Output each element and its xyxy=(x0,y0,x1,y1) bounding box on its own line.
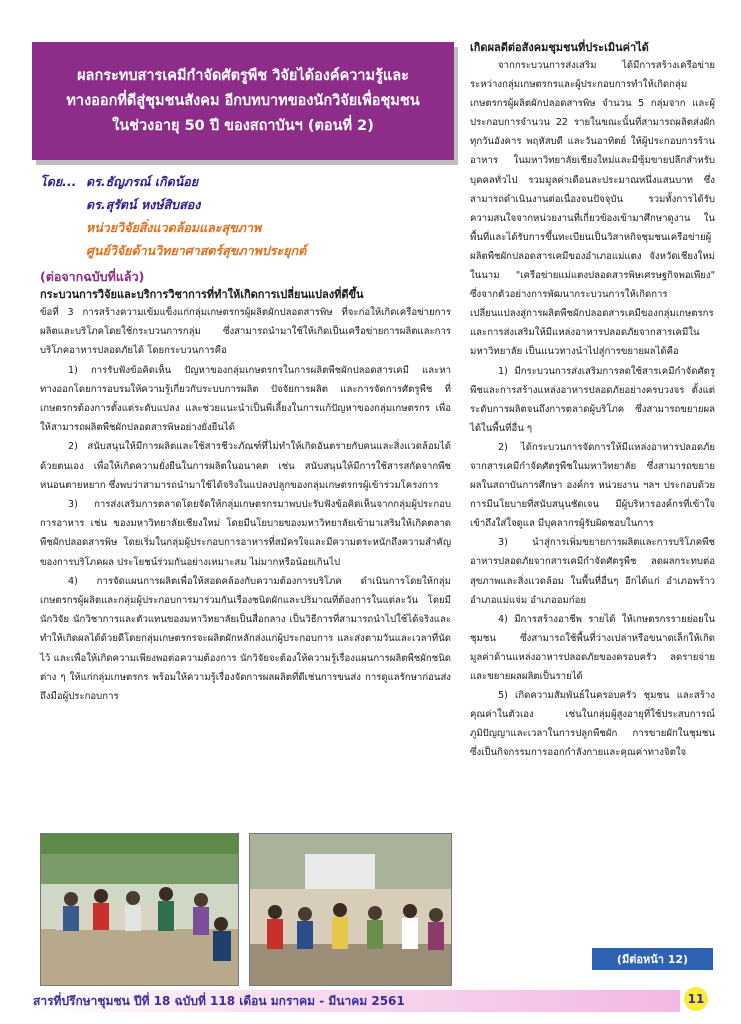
continued-from-note: (ต่อจากฉบับที่แล้ว) xyxy=(40,269,145,284)
article-title-line-2: ทางออกที่ดีสู่ชุมชนสังคม อีกบทบาทของนักวิจัยเพื่อชุมชน xyxy=(66,92,420,109)
right-paragraph: 5) เกิดความสัมพันธ์ในครอบครัว ชุมชน และสร้างคุณค่าในตัวเอง เช่นในกลุ่มผู้สูงอายุที่ใช้ประสบการณ์ ภูมิปัญญาและเวลาในการปลูกพืชผัก การขายผักในชุมชน ซึ่งเป็นกิจกรรมการออกกำลังกายและคุณค่าทางจิตใจ xyxy=(470,690,715,759)
article-title-line-3: ในช่วงอายุ 50 ปี ของสถาบันฯ (ตอนที่ 2) xyxy=(112,117,374,134)
right-paragraph: 1) มีกระบวนการส่งเสริมการลดใช้สารเคมีกำจัดศัตรูพืชและการสร้างแหล่งอาหารปลอดภัยอย่างครบวงจร ตั้งแต่ระดับการผลิตจนถึงการตลาดผู้บริโภค ซึ่งสามารถขยายผลได้ในพื้นที่อื่น ๆ xyxy=(470,365,715,434)
photo-meeting-outdoor xyxy=(40,833,239,986)
right-paragraph: จากกระบวนการส่งเสริม ได้มีการสร้างเครือข่ายระหว่างกลุ่มเกษตรกรและผู้ประกอบการทำให้เกิดกลุ่มเกษตรกรผู้ผลิตผักปลอดสารพิษ จำนวน 5 กลุ่มจาก และผู้ประกอบการจำนวน 22 รายในขณะนั้นที่สามารถผลิตส่งผักทุกวันอังคาร พฤหัสบดี และวันอาทิตย์ ให้ผู้ประกอบการร้านอาหาร ในมหาวิทยาลัยเชียงใหม่และมีซุ้มขายปลีกสำหรับบุคคลทั่วไป รวมมูลค่าเดือนละประมาณหนึ่งแสนบาท ซึ่งสามารถดำเนินงานต่อเนื่องจนปัจจุบัน รวมทั้งการได้รับความสนใจจากหน่วยงานที่เกี่ยวข้องเข้ามาศึกษาดูงาน ในพื้นที่และได้รับการขึ้นทะเบียนเป็นวิสาหกิจชุมชนเครือข่ายผู้ผลิตพืชผักปลอดสารเคมีของอำเภอแม่แตง จังหวัดเชียงใหม่ในนาม "เครือข่ายแม่แตงปลอดสารพิษเศรษฐกิจพอเพียง" ซึ่งจากตัวอย่างการพัฒนากระบวนการให้เกิดการเปลี่ยนแปลงสู่การผลิตพืชผักปลอดสารเคมีของกลุ่มเกษตรกรและการส่งเสริมให้มีแหล่งอาหารปลอดภัยจากสารเคมีในมหาวิทยาลัย เป็นแนวทางนำไปสู่การขยายผลได้คือ xyxy=(470,60,715,358)
right-paragraph: 2) ได้กระบวนการจัดการให้มีแหล่งอาหารปลอดภัยจากสารเคมีกำจัดศัตรูพืชในมหาวิทยาลัย ซึ่งสามารถขยายผลในสถาบันการศึกษา องค์กร หน่วยงาน ฯลฯ ประกอบด้วยการมีนโยบายที่สนับสนุนชัดเจน มีผู้บริหารองค์กรที่เข้าใจเข้าถึงใส่ใจดูแล มีบุคลากรผู้รับผิดชอบในการ xyxy=(470,441,715,530)
byline-label: โดย... xyxy=(40,174,77,189)
author-2: ดร.สุรัตน์ หงษ์สิบสอง xyxy=(86,197,201,212)
right-paragraph: 3) นำสู่การเพิ่มขยายการผลิตและการบริโภคพืชอาหารปลอดภัยจากสารเคมีกำจัดศัตรูพืช ลดผลกระทบต่อสุขภาพและสิ่งแวดล้อม ในพื้นที่อื่นๆ อีกได้แก่ อำเภอพร้าว อำเภอแม่แจ่ม อำเภออมก๋อย xyxy=(470,537,715,606)
continued-on-badge: (มีต่อหน้า 12) xyxy=(592,948,713,970)
right-section-heading: เกิดผลดีต่อสังคมชุมชนที่ประเมินค่าได้ xyxy=(470,41,649,54)
right-paragraph: 4) มีการสร้างอาชีพ รายได้ ให้เกษตรกรรายย่อยในชุมชน ซึ่งสามารถใช้พื้นที่ว่างเปล่าหรือขนาดเล็กให้เกิดมูลค่าด้านแหล่งอาหารปลอดภัยของครอบครัว ลดรายจ่ายและขยายผลผลิตเป็นรายได้ xyxy=(470,613,715,682)
left-paragraph: 2) สนับสนุนให้มีการผลิตและใช้สารชีวะภัณฑ์ที่ไม่ทำให้เกิดอันตรายกับคนและสิ่งแวดล้อมได้ด้วยตนเอง เพื่อให้เกิดความยั่งยืนในการผลิตในอนาคต เช่น สนับสนุนให้มีการใช้สารสกัดจากพืชหนอนตายหยาก ซึ่งพบว่าสามารถนำมาใช้ได้จริงในแปลงปลูกของกลุ่มเกษตรกรผู้เข้าร่วมโครงการ xyxy=(40,441,451,491)
photo-meeting-indoor xyxy=(249,833,452,986)
left-paragraph: 1) การรับฟังข้อคิดเห็น ปัญหาของกลุ่มเกษตรกรในการผลิตพืชผักปลอดสารเคมี และหาทางออกโดยการอบรมให้ความรู้เกี่ยวกับระบบการผลิต ปัจจัยการผลิต และการจัดการศัตรูพืช ที่เกษตรกรต้องการตั้งแต่ระดับแปลง และช่วยแนะนำเป็นพี่เลี้ยงในการแก้ปัญหาของกลุ่มเกษตรกร เพื่อให้สามารถผลิตพืชผักปลอดสารพิษอย่างยั่งยืนได้ xyxy=(40,364,451,434)
left-paragraph: ข้อที่ 3 การสร้างความเข้มแข็งแก่กลุ่มเกษตรกรผู้ผลิตผักปลอดสารพิษ ที่จะก่อให้เกิดเครือข่ายการผลิตและบริโภคโดยใช้กระบวนการกลุ่ม ซึ่งสามารถนำมาใช้ให้เกิดเป็นเครือข่ายการผลิตและการบริโภคอาหารปลอดภัยได้ โดยกระบวนการคือ xyxy=(40,307,451,357)
affiliation-1: หน่วยวิจัยสิ่งแวดล้อมและสุขภาพ xyxy=(86,220,262,235)
article-title-line-1: ผลกระทบสารเคมีกำจัดศัตรูพืช วิจัยได้องค์ความรู้และ xyxy=(77,67,409,84)
footer-publication: สารที่ปรึกษาชุมชน ปีที่ 18 ฉบับที่ 118 เดือน มกราคม - มีนาคม 2561 xyxy=(33,994,405,1008)
left-paragraph: 4) การจัดแผนการผลิตเพื่อให้สอดคล้องกับความต้องการบริโภค ดำเนินการโดยให้กลุ่มเกษตรกรผู้ผลิตและกลุ่มผู้ประกอบการมาร่วมกันเรื่องชนิดผักและปริมาณที่ต้องการในแต่ละวัน โดยมีนักวิจัย นักวิชาการและตัวแทนของมหาวิทยาลัยเป็นสื่อกลาง เป็นวิธีการที่สามารถนำไปใช้ได้จริงและ ทำให้เกิดผลได้ด้วยดีโดยกลุ่มเกษตรกรจะผลิตผักหลักส่งแก่ผู้ประกอบการ และส่งตามวันและเวลาที่นัดไว้ และเพื่อให้เกิดความเพียงพอต่อความต้องการ นักวิจัยจะต้องให้ความรู้เรื่องแผนการผลิตพืชผักชนิดต่าง ๆ ให้แก่กลุ่มเกษตรกร พร้อมให้ความรู้เรื่องจัดการผลผลิตที่ดีเช่นการขนส่ง การดูแลรักษาก่อนส่งถึงมือผู้ประกอบการ xyxy=(40,575,451,703)
article-title-box xyxy=(32,42,454,160)
affiliation-2: ศูนย์วิจัยด้านวิทยาศาสตร์สุขภาพประยุกต์ xyxy=(86,243,307,258)
page-number: 11 xyxy=(684,987,708,1011)
left-paragraph: 3) การส่งเสริมการตลาดโดยจัดให้กลุ่มเกษตรกรมาพบปะรับฟังข้อคิดเห็นจากกลุ่มผู้ประกอบการอาหาร เช่น ของมหาวิทยาลัยเชียงใหม่ โดยมีนโยบายของมหาวิทยาลัยเข้ามาเสริมให้เกิดตลาดพืชผักปลอดสารพิษ โดยเริ่มในกลุ่มผู้ประกอบการอาหารที่สมัครใจและมีความตระหนักถึงความสำคัญของการบริโภคผล ประโยชน์ร่วมกันอย่างเหมาะสม ไม่มากหรือน้อยเกินไป xyxy=(40,499,451,568)
left-section-heading: กระบวนการวิจัยและบริการวิชาการที่ทำให้เกิดการเปลี่ยนแปลงที่ดีขึ้น xyxy=(40,288,364,301)
author-1: ดร.ธัญภรณ์ เกิดน้อย xyxy=(86,174,199,189)
right-column xyxy=(470,40,715,762)
left-column xyxy=(40,287,451,706)
